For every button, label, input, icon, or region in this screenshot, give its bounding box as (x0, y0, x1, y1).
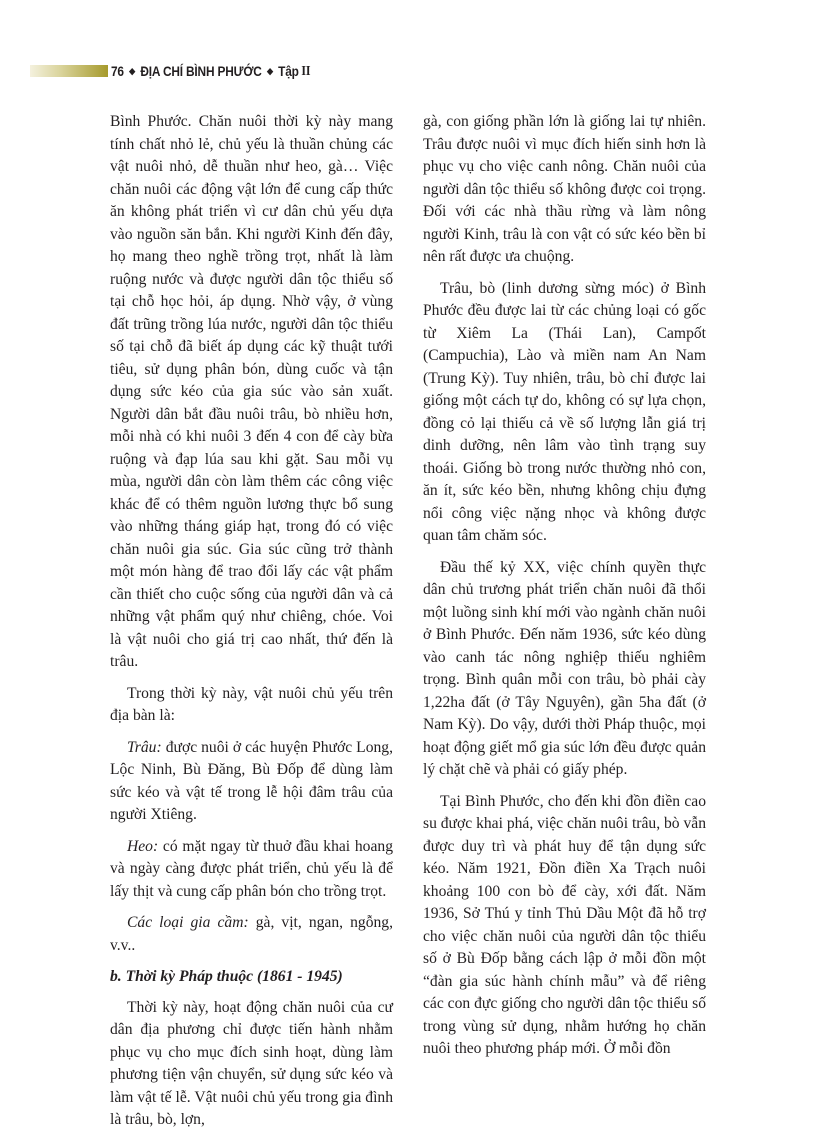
paragraph (110, 836, 393, 904)
paragraph: gà, con giống phần lớn là giống lai tự nhiên. Trâu được nuôi vì mục đích hiến sinh hơn là phục vụ cho việc canh nông. Chăn nuôi của người dân tộc thiểu số không được coi trọng. Đối với các nhà thầu rừng và làm nông người Kinh, trâu là con vật có sức kéo bền bỉ nên rất được ưa chuộng. (423, 113, 706, 265)
left-column (110, 111, 393, 1141)
diamond-icon: ◆ (129, 65, 136, 76)
term-text: có mặt ngay từ thuở đầu khai hoang và ngày càng được phát triển, chủ yếu là để lấy thịt và cung cấp phân bón cho trồng trọt. (110, 837, 393, 900)
paragraph: Đầu thế kỷ XX, việc chính quyền thực dân chủ trương phát triển chăn nuôi đã thổi một luồng sinh khí mới vào ngành chăn nuôi ở Bình Phước. Đến năm 1936, sức kéo dùng vào canh tác nông nghiệp thiếu nghiêm trọng. Bình quân mỗi con trâu, bò phải cày 1,22ha đất (ở Tây Nguyên), gần 5ha đất (ở Nam Kỳ). Do vậy, dưới thời Pháp thuộc, mọi hoạt động giết mổ gia súc lớn đều được quản lý chặt chẽ và phải có giấy phép. (423, 558, 706, 778)
volume-label: Tập (278, 63, 299, 79)
paragraph: Trâu, bò (linh dương sừng móc) ở Bình Phước đều được lai từ các chủng loại có gốc từ Xiêm La (Thái Lan), Campốt (Campuchia), Lào và miền nam An Nam (Trung Kỳ). Tuy nhiên, trâu, bò chỉ được lai giống một cách tự do, không có sự lựa chọn, đồng cỏ lại thiếu cả về số lượng lẫn giá trị dinh dưỡng, nên lâm vào tình trạng suy thoái. Giống bò trong nước thường nhỏ con, ăn ít, sức kéo bền, nhưng không chịu đựng nổi công việc nặng nhọc và không được quan tâm chăm sóc. (423, 279, 706, 544)
header-decorative-bar (30, 65, 108, 77)
term-text: được nuôi ở các huyện Phước Long, Lộc Ninh, Bù Đăng, Bù Đốp để dùng làm sức kéo và vật tế trong lễ hội đâm trâu của người Xtiêng. (110, 738, 393, 823)
term-label: Heo: (127, 837, 159, 855)
page-number: 76 (111, 63, 124, 79)
paragraph (110, 912, 393, 957)
term-label: Trâu: (127, 738, 162, 756)
diamond-icon: ◆ (266, 65, 273, 76)
volume-number: II (301, 63, 311, 78)
paragraph: Tại Bình Phước, cho đến khi đồn điền cao su được khai phá, việc chăn nuôi trâu, bò vẫn được duy trì và phát huy để tận dụng sức kéo. Năm 1921, Đồn điền Xa Trạch nuôi khoảng 100 con bò để cày, xới đất. Năm 1936, Sở Thú y tỉnh Thủ Dầu Một đã hỗ trợ cho việc chăn nuôi của người dân tộc thiểu số ở Bù Đốp bằng cách lập ở mỗi đồn một “đàn gia súc hành chính mẫu” và để riêng các con đực giống cho người dân tộc thiểu số trong vùng sử dụng, nhằm hướng họ chăn nuôi theo phương pháp mới. Ở mỗi đồn (423, 792, 707, 1057)
paragraph: Trong thời kỳ này, vật nuôi chủ yếu trên địa bàn là: (110, 684, 393, 724)
paragraph: Thời kỳ này, hoạt động chăn nuôi của cư dân địa phương chỉ được tiến hành nhằm phục vụ cho mục đích sinh hoạt, dùng làm phương tiện vận chuyển, sử dụng sức kéo và làm vật tế lễ. Vật nuôi chủ yếu trong gia đình là trâu, bò, lợn, (110, 998, 393, 1128)
running-header (30, 62, 337, 80)
term-label: Các loại gia cầm: (127, 914, 249, 931)
right-column (423, 111, 706, 1070)
paragraph (110, 737, 393, 827)
book-title: ĐỊA CHÍ BÌNH PHƯỚC (140, 63, 262, 79)
paragraph: Bình Phước. Chăn nuôi thời kỳ này mang tính chất nhỏ lẻ, chủ yếu là thuần chủng các vật nuôi nhỏ, dễ thuần như heo, gà… Việc chăn nuôi các động vật lớn để cung cấp thức ăn không phát triển vì cư dân chủ yếu dựa vào nguồn săn bắn. Khi người Kinh đến đây, họ mang theo nghề trồng trọt, nhất là làm ruộng nước và được người dân tộc thiểu số tại chỗ học hỏi, áp dụng. Nhờ vậy, ở vùng đất trũng trồng lúa nước, người dân tộc thiểu số tại chỗ đã biết áp dụng các kỹ thuật tưới tiêu, sử dụng phân bón, dùng cuốc và tận dụng sức kéo của gia súc vào sản xuất. Người dân bắt đầu nuôi trâu, bò nhiều hơn, mỗi nhà có khi nuôi 3 đến 4 con để cày bừa ruộng và đạp lúa sau khi gặt. Sau mỗi vụ mùa, người dân còn làm thêm các công việc khác để có thêm nguồn lương thực bổ sung vào những tháng giáp hạt, trong đó có việc chăn nuôi gia súc. Gia súc cũng trở thành một món hàng để trao đổi lấy các vật phẩm cần thiết cho cuộc sống của người dân và cả những vật phẩm quý như chiêng, chóe. Voi là vật nuôi cho giá trị cao nhất, thứ đến là trâu. (110, 113, 393, 670)
header-text (111, 63, 310, 79)
section-heading: b. Thời kỳ Pháp thuộc (1861 - 1945) (110, 968, 343, 985)
term-text: gà, vịt, ngan, ngỗng, v.v.. (110, 914, 393, 954)
